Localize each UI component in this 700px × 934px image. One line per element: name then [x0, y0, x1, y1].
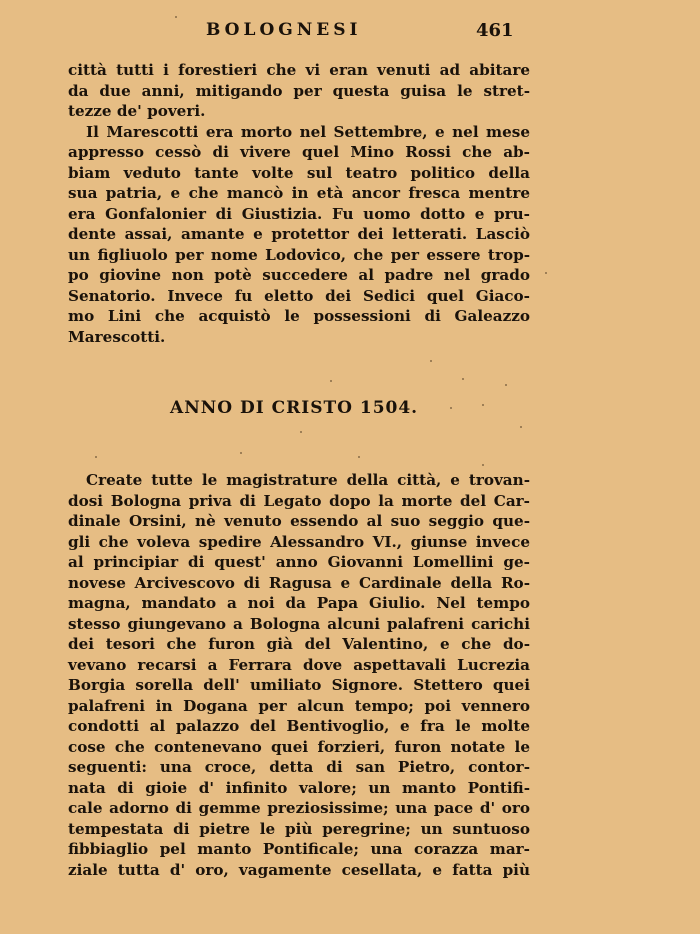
text-line: tezze de' poveri.: [68, 102, 206, 120]
text-line: Create tutte le magistrature della città, e trovan-: [86, 471, 530, 489]
scan-speck: [482, 404, 484, 406]
scan-speck: [505, 384, 507, 386]
text-line: al principiar di quest' anno Giovanni Lomellini ge-: [68, 553, 530, 571]
scan-speck: [545, 272, 547, 274]
scan-speck: [482, 464, 484, 466]
scan-speck: [450, 407, 452, 409]
scan-speck: [240, 452, 242, 454]
text-line: ziale tutta d' oro, vagamente cesellata, e fatta più: [68, 860, 530, 879]
section-title: ANNO DI CRISTO 1504.: [170, 398, 419, 418]
text-line: stesso giungevano a Bologna alcuni palafreni carichi: [68, 614, 530, 633]
text-line: fibbiaglio pel manto Pontificale; una corazza mar-: [68, 840, 530, 858]
text-line: cale adorno di gemme preziosissime; una pace d' oro: [68, 799, 530, 817]
text-line: era Gonfalonier di Giustizia. Fu uomo dotto e pru-: [68, 204, 530, 223]
scan-speck: [520, 426, 522, 428]
page-header: [0, 20, 700, 44]
text-line: dente assai, amante e protettor dei letterati. Lasciò: [68, 225, 530, 243]
body-text-top: [68, 60, 530, 347]
running-head: BOLOGNESI: [206, 20, 362, 40]
page-number: 461: [476, 20, 514, 41]
text-line: Marescotti.: [68, 327, 166, 346]
text-line: sua patria, e che mancò in età ancor fresca mentre: [68, 184, 530, 202]
body-text-bottom: [68, 470, 530, 880]
text-line: dei tesori che furon già del Valentino, e che do-: [68, 635, 530, 653]
text-line: po giovine non potè succedere al padre nel grado: [68, 266, 530, 284]
text-line: città tutti i forestieri che vi eran venuti ad abitare: [68, 61, 530, 79]
text-line: condotti al palazzo del Bentivoglio, e fra le molte: [68, 717, 530, 735]
text-line: Senatorio. Invece fu eletto dei Sedici quel Giaco-: [68, 286, 530, 305]
text-line: palafreni in Dogana per alcun tempo; poi vennero: [68, 696, 530, 715]
text-line: Borgia sorella dell' umiliato Signore. Stettero quei: [68, 676, 530, 694]
scan-speck: [430, 360, 432, 362]
text-line: cose che contenevano quei forzieri, furon notate le: [68, 737, 530, 756]
text-line: un figliuolo per nome Lodovico, che per essere trop-: [68, 245, 530, 264]
text-line: da due anni, mitigando per questa guisa le stret-: [68, 81, 530, 100]
text-line: mo Lini che acquistò le possessioni di Galeazzo: [68, 307, 530, 325]
text-line: biam veduto tante volte sul teatro politico della: [68, 163, 530, 182]
scan-speck: [300, 431, 302, 433]
scan-speck: [95, 456, 97, 458]
text-line: nata di gioie d' infinito valore; un manto Pontifi-: [68, 778, 530, 797]
scan-speck: [330, 380, 332, 382]
text-line: seguenti: una croce, detta di san Pietro, contor-: [68, 758, 530, 776]
scan-speck: [175, 16, 177, 18]
text-line: novese Arcivescovo di Ragusa e Cardinale della Ro-: [68, 573, 530, 592]
scan-speck: [462, 378, 464, 380]
text-line: gli che voleva spedire Alessandro VI., giunse invece: [68, 532, 530, 551]
text-line: dosi Bologna priva di Legato dopo la morte del Car-: [68, 491, 530, 510]
text-line: Il Marescotti era morto nel Settembre, e nel mese: [86, 122, 530, 141]
scan-speck: [358, 456, 360, 458]
text-line: magna, mandato a noi da Papa Giulio. Nel tempo: [68, 594, 530, 612]
text-line: vevano recarsi a Ferrara dove aspettavali Lucrezia: [68, 655, 530, 674]
text-line: appresso cessò di vivere quel Mino Rossi che ab-: [68, 143, 530, 161]
text-line: dinale Orsini, nè venuto essendo al suo seggio que-: [68, 512, 530, 530]
text-line: tempestata di pietre le più peregrine; un suntuoso: [68, 819, 530, 838]
